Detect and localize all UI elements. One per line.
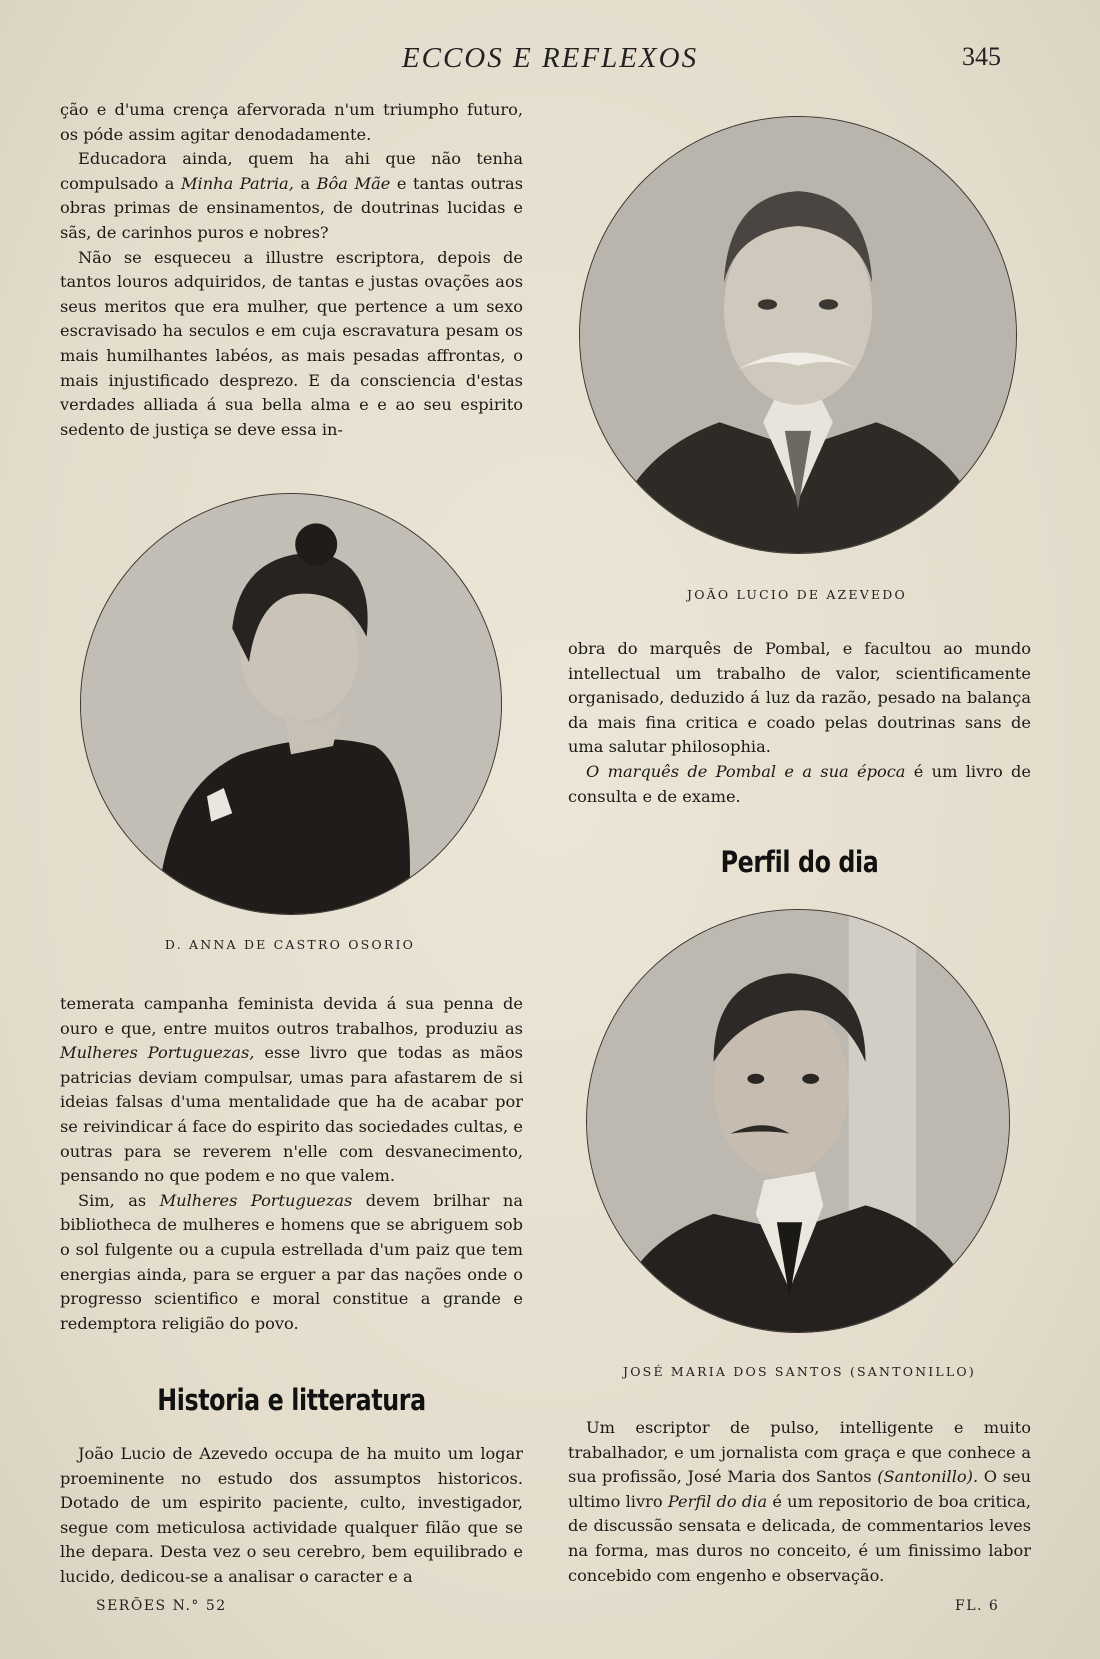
page-number: 345 xyxy=(962,42,1001,71)
paragraph-temerata xyxy=(60,992,523,1189)
text-run: é um livro de consulta e de exame. xyxy=(568,761,1031,806)
text-run: temerata campanha feminista devida á sua penna de ouro e que, entre muitos outros trabalhos, produziu as xyxy=(60,994,523,1038)
portrait-jose-maria-dos-santos xyxy=(586,909,1010,1333)
book-title-mulheres-portuguezas: Mulheres Portuguezas, xyxy=(60,1043,255,1063)
portrait-man-mustache-icon xyxy=(580,117,1016,553)
running-title: ECCOS E REFLEXOS xyxy=(401,42,699,74)
book-title-boa-mae: Bôa Mãe xyxy=(316,173,391,193)
text-run: devem brilhar na bibliotheca de mulheres e homens que se abriguem sob o sol fulgente ou a cupula estrellada d'um paiz que tem energias ainda, para se erguer a par das nações onde o progresso scientifico e moral constitue a grande e redemptora religião do povo. xyxy=(60,1190,523,1333)
book-title-perfil-do-dia: Perfil do dia xyxy=(667,1491,768,1511)
text-run: Educadora ainda, quem ha ahi que não tenha compulsado a xyxy=(60,149,523,193)
paragraph-continuation: ção e d'uma crença afervorada n'um triumpho futuro, os póde assim agitar denodadamente. xyxy=(60,100,523,144)
left-column-historia xyxy=(60,1442,523,1590)
paragraph-sim xyxy=(60,1189,523,1337)
book-title-marques-de-pombal: O marquês de Pombal e a sua época xyxy=(586,761,906,781)
portrait-woman-profile-icon xyxy=(81,494,501,914)
caption-portrait-3: JOSÉ MARIA DOS SANTOS (SANTONILLO) xyxy=(623,1364,976,1379)
text-run: é um repositorio de boa critica, de discussão sensata e delicada, de commentarios leves na forma, mas duros no conceito, é um finissimo labor concebido com engenho e observação. xyxy=(568,1491,1031,1585)
right-column-mid xyxy=(568,637,1031,809)
paragraph-obra-marques: obra do marquês de Pombal, e facultou ao mundo intellectual um trabalho de valor, scientificamente organisado, deduzido á luz da razão, pesado na balança da mais fina critica e coado pelas doutrinas sans de uma salutar philosophia. xyxy=(568,639,1031,757)
text-run: a xyxy=(293,173,317,193)
heading-perfil-do-dia: Perfil do dia xyxy=(720,845,879,879)
left-column-top xyxy=(60,98,523,442)
paragraph-educadora xyxy=(60,147,523,245)
book-title-minha-patria: Minha Patria, xyxy=(180,173,294,193)
footer-sheet: FL. 6 xyxy=(955,1598,1000,1614)
book-title-mulheres-portuguezas-2: Mulheres Portuguezas xyxy=(159,1190,353,1210)
paragraph-marques-pombal xyxy=(568,760,1031,809)
footer-issue: SERÕES N.° 52 xyxy=(96,1598,227,1614)
author-pseudonym: (Santonillo). xyxy=(877,1467,979,1487)
paragraph-esqueceu: Não se esqueceu a illustre escriptora, depois de tantos louros adquiridos, de tantas e justas ovações aos seus meritos que era mulher, que pertence a um sexo escravisado ha seculos e em cuja escravatura pesam os mais humilhantes labéos, as mais pesadas affrontas, o mais injustificado desprezo. E da consciencia d'estas verdades alliada á sua bella alma e e ao seu espirito sedento de justiça se deve essa in- xyxy=(60,247,523,439)
text-run: Um escriptor de pulso, intelligente e muito trabalhador, e um jornalista com graça e que conhece a sua profissão, José Maria dos Santos xyxy=(568,1418,1031,1487)
text-run: esse livro que todas as mãos patricias deviam compulsar, umas para afastarem de si ideias falsas d'uma mentalidade que ha de acabar por se reivindicar á face do espirito das sociedades cultas, e outras para se reverem n'elle com desvanecimento, pensando no que podem e no que valem. xyxy=(60,1043,523,1186)
paragraph-joao-lucio: João Lucio de Azevedo occupa de ha muito um logar proeminente no estudo dos assumptos historicos. Dotado de um espirito paciente, culto, investigador, segue com meticulosa actividade qualquer filão que se lhe depara. Desta vez o seu cerebro, bem equilibrado e lucido, dedicou-se a analisar o caracter e a xyxy=(60,1444,523,1586)
portrait-anna-de-castro-osorio xyxy=(80,493,502,915)
right-column-bottom xyxy=(568,1416,1031,1588)
left-column-bottom xyxy=(60,992,523,1336)
caption-portrait-1: JOÃO LUCIO DE AZEVEDO xyxy=(687,587,907,602)
caption-portrait-2: D. ANNA DE CASTRO OSORIO xyxy=(164,937,416,952)
portrait-man-profile-icon xyxy=(587,910,1009,1332)
text-run: Sim, as xyxy=(78,1190,160,1210)
paragraph-escriptor xyxy=(568,1416,1031,1588)
portrait-joao-lucio-de-azevedo xyxy=(579,116,1017,554)
text-run: e tantas outras obras primas de ensinamentos, de doutrinas lucidas e sãs, de carinhos puros e nobres? xyxy=(60,173,524,242)
heading-historia-e-litteratura: Historia e litteratura xyxy=(157,1383,426,1417)
text-run: O seu ultimo livro xyxy=(568,1467,1032,1511)
